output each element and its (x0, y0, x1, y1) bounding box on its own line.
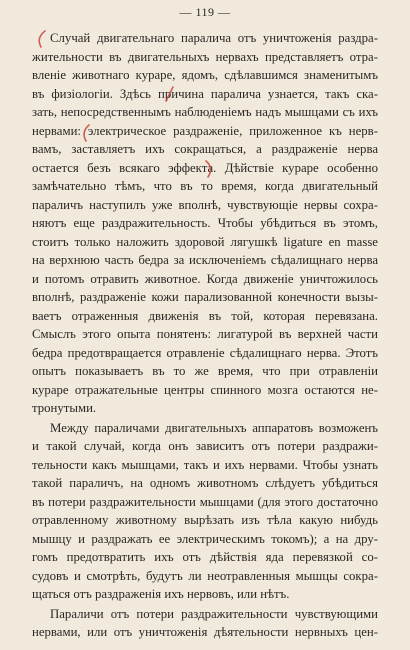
text-line: тельности какъ мышцами, такъ и ихъ нервами. Чтобы узнать (32, 457, 378, 472)
text-line: остается безъ всякаго эффекта. Дѣйствіе кураре особенно (32, 160, 378, 175)
text-line: нервами: электрическое раздраженіе, приложенное къ нерв- (32, 123, 378, 138)
text-line: зать, непосредственнымъ наблюденіемъ надъ мышцами съ ихъ (32, 105, 378, 119)
text-line: на верхнюю часть бедра за исключеніемъ сѣдалищнаго нерва (32, 253, 378, 267)
text-line: судовъ и смотрѣть, будутъ ли неотравленныя мышцы сокра- (32, 568, 378, 583)
page-number: — 119 — (179, 5, 231, 19)
paragraph (32, 419, 378, 604)
text-line: вполнѣ, раздраженіе кожи парализованной конечности вызы- (32, 290, 378, 304)
text-line: такой параличъ, на одномъ животномъ слѣдуетъ убѣдиться (32, 476, 378, 490)
text-line: отравленному животному вырѣзать изъ тѣла какую нибудь (32, 513, 378, 527)
text-line: няютъ еще раздражительность. Чтобы убѣдиться въ этомъ, (32, 216, 378, 230)
text-line: бедра предотвращается отравленіе сѣдалищнаго нерва. Этотъ (32, 345, 378, 360)
text-line: мышцу и раздражать ее электрическимъ токомъ); а на дру- (32, 531, 378, 546)
text-line: тронутыми. (32, 401, 97, 415)
text-line: замѣчательно тѣмъ, что въ то время, когда двигательный (32, 179, 378, 193)
text-line: параличъ наступилъ уже вполнѣ, чувствующіе нервы сохра- (32, 197, 378, 212)
text-line: нервами, или отъ уничтоженія дѣятельности нервныхъ цен- (32, 625, 378, 639)
body-text (32, 29, 378, 642)
text-line: Между параличами двигательныхъ аппаратовъ возможенъ (50, 420, 378, 435)
text-line: Случай двигательнаго паралича отъ уничтоженія раздра- (50, 31, 378, 45)
text-line: и потомъ отравить животное. Когда движеніе уничтожилось (32, 271, 378, 286)
text-line: вленіе животнаго кураре, ядомъ, сдѣлавшимся знаменитымъ (32, 68, 378, 82)
text-line: ваетъ отраженныя движенія въ той, которая перевязана. (32, 308, 378, 323)
paragraph (32, 29, 378, 418)
text-line: въ потери раздражительности мышцами (для этого достаточно (32, 494, 378, 509)
text-line: Параличи отъ потери раздражительности чувствующими (50, 606, 378, 621)
text-line: жительности въ двигательныхъ нервахъ представляетъ отра- (32, 49, 378, 64)
text-line: щаться отъ раздраженія ихъ нервовъ, или нѣтъ. (32, 587, 290, 601)
text-line: Смыслъ этого опыта понятенъ: лигатурой въ верхней части (32, 327, 378, 341)
text-line: гомъ предотвратить ихъ отъ дѣйствія яда перевязкой со- (32, 550, 378, 564)
text-line: вамъ, заставляетъ ихъ сокращаться, а раздраженіе нерва (32, 142, 378, 156)
text-line: опытъ показываетъ въ то же время, что при отравленіи (32, 364, 378, 378)
text-line: стоитъ только наложить здоровой лягушкѣ ligature en masse (32, 234, 378, 249)
paragraph (32, 605, 378, 642)
text-line: и такой случай, когда онъ зависитъ отъ потери раздражи- (32, 439, 378, 453)
text-line: кураре отражательные центры спинного мозга остаются не- (32, 382, 378, 397)
text-line: въ физіологіи. Здѣсь причина паралича узнается, такъ ска- (32, 86, 378, 101)
